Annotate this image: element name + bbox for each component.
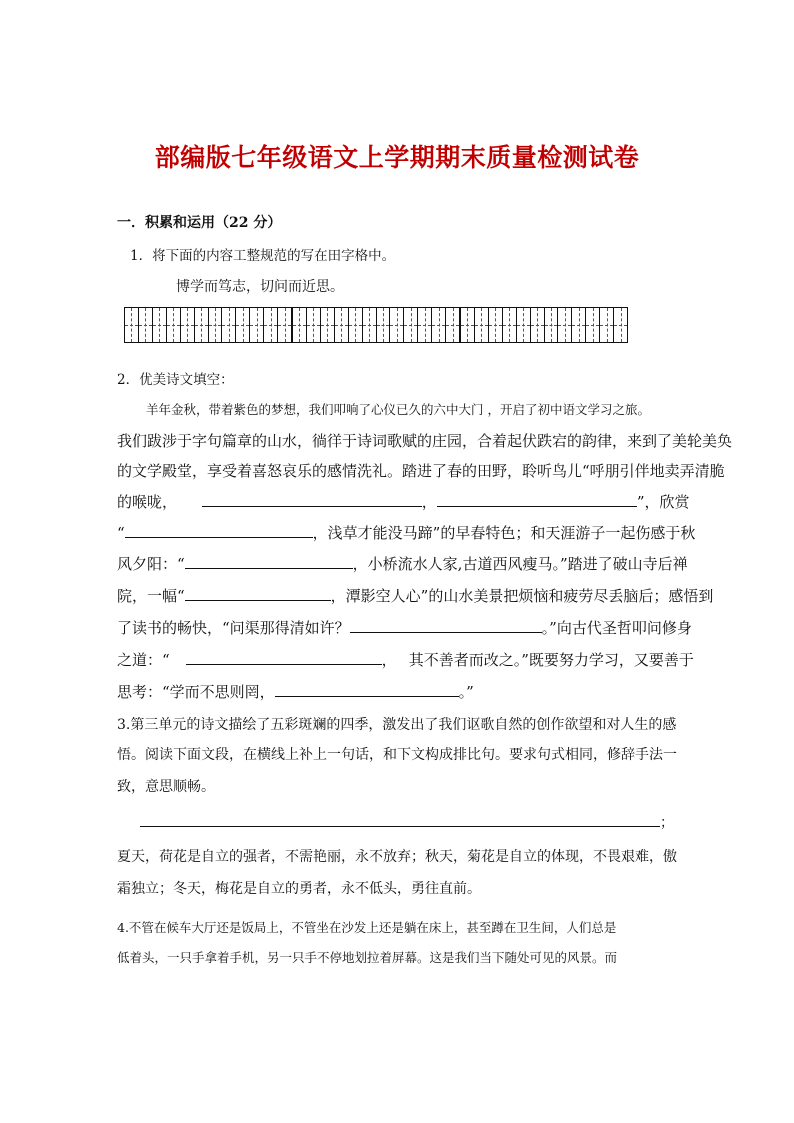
- q3-line-4: 夏天，荷花是自立的强者，不需艳丽，永不放弃；秋天，菊花是自立的体现，不畏艰难，傲: [117, 849, 677, 865]
- q2-line-3: 的文学殿堂，享受着喜怒哀乐的感情洗礼。踏进了春的田野，聆听鸟儿“呼朋引伴地卖弄清脆: [117, 462, 725, 480]
- q2-line-2: 我们跋涉于字句篇章的山水，徜徉于诗词歌赋的庄园，合着起伏跌宕的韵律，来到了美轮美奂: [117, 432, 733, 450]
- section-heading: 一．积累和运用（22 分）: [117, 215, 282, 231]
- q2-line-8: 了读书的畅快，“问渠那得清如许？ 。”向古代圣哲叩问修身: [117, 619, 692, 637]
- answer-blank[interactable]: [275, 682, 459, 697]
- q4-line-1: 4.不管在候车大厅还是饭局上，不管坐在沙发上还是躺在床上，甚至蹲在卫生间，人们总是: [117, 920, 617, 935]
- q3-line-2: 悟。阅读下面文段，在横线上补上一句话，和下文构成排比句。要求句式相同，修辞手法一: [117, 747, 677, 763]
- answer-blank[interactable]: [350, 618, 542, 633]
- answer-blank[interactable]: [186, 650, 382, 665]
- answer-blank[interactable]: [125, 523, 313, 538]
- tianzige-grid-1[interactable]: [124, 307, 292, 343]
- q2-line-9: 之道：“ ， 其不善者而改之。”既要努力学习，又要善于: [117, 651, 694, 669]
- q2-line-6: 风夕阳：“ ，小桥流水人家,古道西风瘦马。”踏进了破山寺后禅: [117, 555, 688, 573]
- q2-line-7: 院，一幅“ ，潭影空人心”的山水美景把烦恼和疲劳尽丢脑后；感悟到: [117, 587, 714, 605]
- page-title: 部编版七年级语文上学期期末质量检测试卷: [154, 143, 640, 172]
- question-1-text: 博学而笃志，切问而近思。: [176, 279, 344, 295]
- q2-line-1: 羊年金秋，带着紫色的梦想，我们叩响了心仪已久的六中大门 ，开启了初中语文学习之旅。: [146, 402, 650, 417]
- tianzige-grid-3[interactable]: [460, 307, 628, 343]
- q3-line-5: 霜独立；冬天，梅花是自立的勇者，永不低头，勇往直前。: [117, 881, 481, 897]
- question-1-prompt: 1．将下面的内容工整规范的写在田字格中。: [130, 248, 396, 264]
- answer-blank[interactable]: [202, 492, 422, 507]
- q2-line-4: 的喉咙， ， ”，欣赏: [117, 493, 690, 511]
- q2-line-5: “ ，浅草才能没马蹄”的早春特色；和天涯游子一起伤感于秋: [117, 524, 696, 542]
- q3-line-1: 3.第三单元的诗文描绘了五彩斑斓的四季，激发出了我们讴歌自然的创作欲望和对人生的感: [117, 717, 677, 733]
- tianzige-grid-2[interactable]: [292, 307, 460, 343]
- q4-line-2: 低着头，一只手拿着手机，另一只手不停地划拉着屏幕。这是我们当下随处可见的风景。而: [117, 950, 618, 965]
- answer-blank[interactable]: [140, 812, 660, 827]
- q3-answer-line: ；: [140, 812, 674, 832]
- answer-blank[interactable]: [437, 492, 637, 507]
- answer-blank[interactable]: [185, 554, 353, 569]
- answer-blank[interactable]: [185, 586, 331, 601]
- q2-line-10: 思考：“学而不思则罔， 。”: [117, 683, 474, 701]
- q3-line-3: 致，意思顺畅。: [117, 779, 215, 795]
- question-2-prompt: 2．优美诗文填空：: [117, 372, 234, 388]
